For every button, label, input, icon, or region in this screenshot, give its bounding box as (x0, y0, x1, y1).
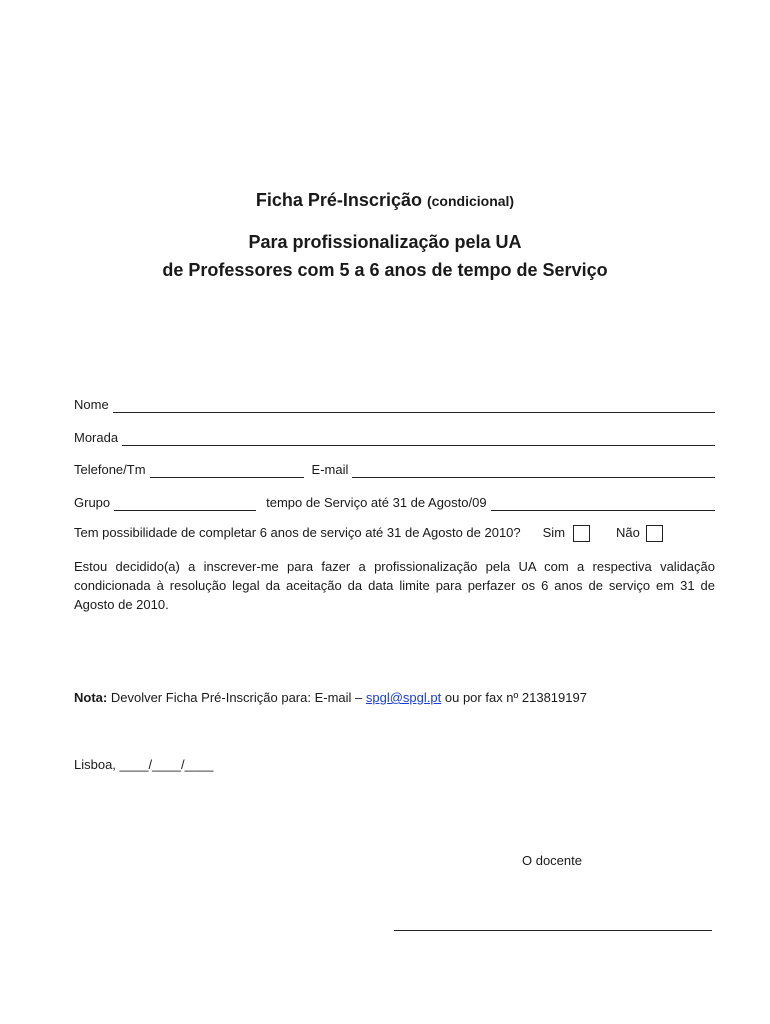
morada-row (74, 428, 715, 446)
option-no-label: Não (616, 525, 640, 540)
tempo-servico-field[interactable] (491, 496, 715, 511)
telefone-email-row (74, 460, 715, 478)
form-subtitle-line1: Para profissionalização pela UA (248, 232, 522, 252)
grupo-label: Grupo (74, 495, 111, 510)
completion-question-row (74, 523, 715, 543)
tempo-servico-label: tempo de Serviço até 31 de Agosto/09 (266, 495, 487, 510)
signature-label: O docente (522, 853, 582, 868)
nome-field[interactable] (113, 398, 715, 413)
email-field[interactable] (352, 463, 715, 478)
nota-text: Devolver Ficha Pré-Inscrição para: E-mail – (110, 690, 363, 705)
email-label: E-mail (311, 462, 349, 477)
nota-label: Nota: (74, 690, 108, 705)
form-subtitle-line2: de Professores com 5 a 6 anos de tempo de Serviço (162, 260, 608, 280)
option-no-checkbox[interactable] (646, 525, 663, 542)
nome-label: Nome (74, 397, 109, 412)
morada-label: Morada (74, 430, 119, 445)
place-date: Lisboa, ____/____/____ (74, 757, 214, 772)
morada-field[interactable] (122, 431, 715, 446)
declaration-paragraph: Estou decidido(a) a inscrever-me para fazer a profissionalização pela UA com a respectiva validação condicionada à resolução legal da aceitação da data limite para perfazer os 6 anos de serviço em 31 de Agosto de 2010. (74, 559, 715, 612)
form-title-note: (condicional) (426, 193, 515, 209)
telefone-label: Telefone/Tm (74, 462, 146, 477)
completion-question: Tem possibilidade de completar 6 anos de serviço até 31 de Agosto de 2010? (74, 525, 521, 540)
form-title (0, 188, 770, 213)
option-yes-checkbox[interactable] (573, 525, 590, 542)
nome-row (74, 395, 715, 413)
telefone-field[interactable] (150, 463, 304, 478)
grupo-field[interactable] (114, 496, 256, 511)
signature-line[interactable] (394, 930, 712, 931)
grupo-tempo-row (74, 493, 715, 511)
nota-fax: ou por fax nº 213819197 (444, 690, 587, 705)
email-link[interactable]: spgl@spgl.pt (365, 690, 442, 705)
nota-line (74, 689, 715, 707)
option-yes-label: Sim (542, 525, 566, 540)
form-title-text: Ficha Pré-Inscrição (255, 190, 422, 210)
